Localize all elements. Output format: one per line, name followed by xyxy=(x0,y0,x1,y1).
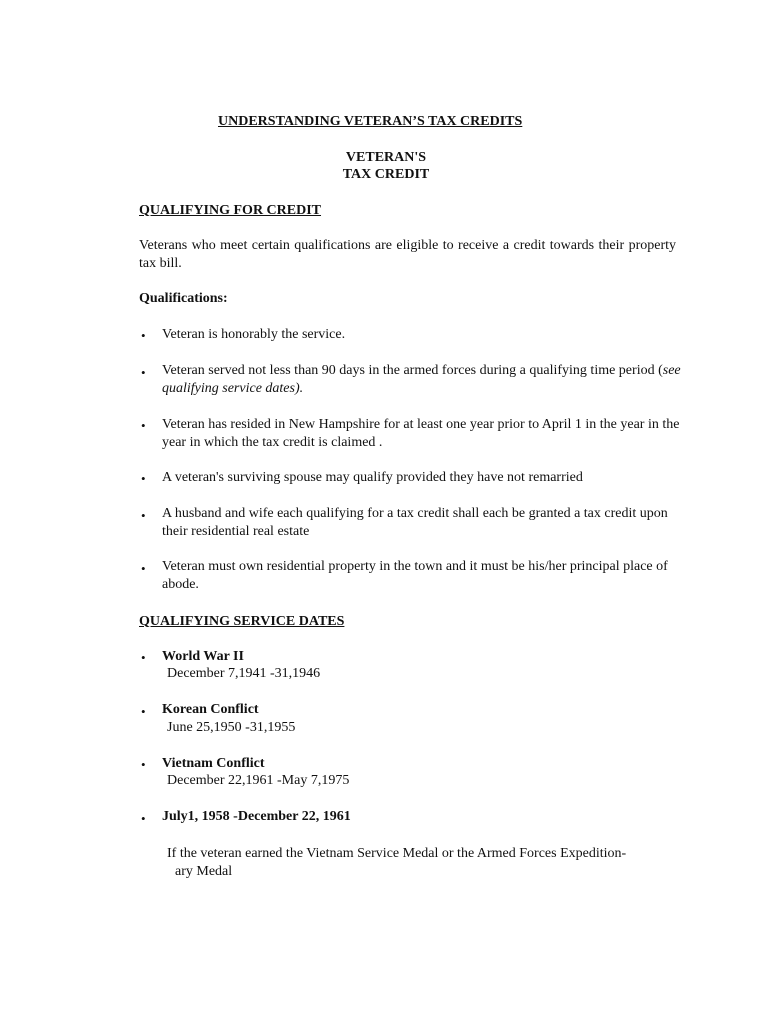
qualification-item: A husband and wife each qualifying for a tax credit shall each be granted a tax credit upon their residential real estate xyxy=(162,506,668,539)
bullet-icon: • xyxy=(141,561,146,576)
qualifying-intro: Veterans who meet certain qualifications are eligible to receive a credit towards their property tax bill. xyxy=(139,238,676,271)
bullet-icon: • xyxy=(141,650,146,665)
qualification-item: Veteran has resided in New Hampshire for at least one year prior to April 1 in the year in the year in which the tax credit is claimed . xyxy=(162,417,680,450)
bullet-icon: • xyxy=(141,704,146,719)
qualification-item: Veteran must own residential property in the town and it must be his/her principal place of abode. xyxy=(162,559,668,592)
medal-note xyxy=(167,845,667,881)
service-period-name: July1, 1958 -December 22, 1961 xyxy=(162,809,351,824)
qualification-reference: see qualifying service dates). xyxy=(162,363,681,396)
qualification-item: A veteran's surviving spouse may qualify provided they have not remarried xyxy=(162,470,583,485)
bullet-icon: • xyxy=(141,811,146,826)
qualification-item: Veteran is honorably the service. xyxy=(162,327,346,342)
service-period-name: Vietnam Conflict xyxy=(162,756,265,771)
bullet-icon: • xyxy=(141,365,146,380)
bullet-icon: • xyxy=(141,328,146,343)
qualification-item xyxy=(162,362,682,398)
qualifying-heading: QUALIFYING FOR CREDIT xyxy=(139,203,322,218)
service-period-name: World War II xyxy=(162,649,244,664)
service-period-dates: December 7,1941 -31,1946 xyxy=(167,666,321,681)
service-period-name: Korean Conflict xyxy=(162,702,259,717)
bullet-icon: • xyxy=(141,757,146,772)
service-period-dates: June 25,1950 -31,1955 xyxy=(167,720,296,735)
qualifications-heading: Qualifications: xyxy=(139,291,228,306)
medal-note-line-1: If the veteran earned the Vietnam Service Medal or the Armed Forces Expedition- xyxy=(167,846,627,861)
service-dates-heading: QUALIFYING SERVICE DATES xyxy=(139,614,345,629)
bullet-icon: • xyxy=(141,471,146,486)
bullet-icon: • xyxy=(141,508,146,523)
qualification-text: Veteran served not less than 90 days in the armed forces during a qualifying time period ( xyxy=(162,363,663,378)
subtitle-line-2: TAX CREDIT xyxy=(342,167,430,182)
subtitle-line-1: VETERAN'S xyxy=(345,150,427,165)
bullet-icon: • xyxy=(141,418,146,433)
medal-note-line-2: ary Medal xyxy=(175,864,233,879)
document-title: UNDERSTANDING VETERAN’S TAX CREDITS xyxy=(218,114,523,129)
service-period-dates: December 22,1961 -May 7,1975 xyxy=(167,773,350,788)
